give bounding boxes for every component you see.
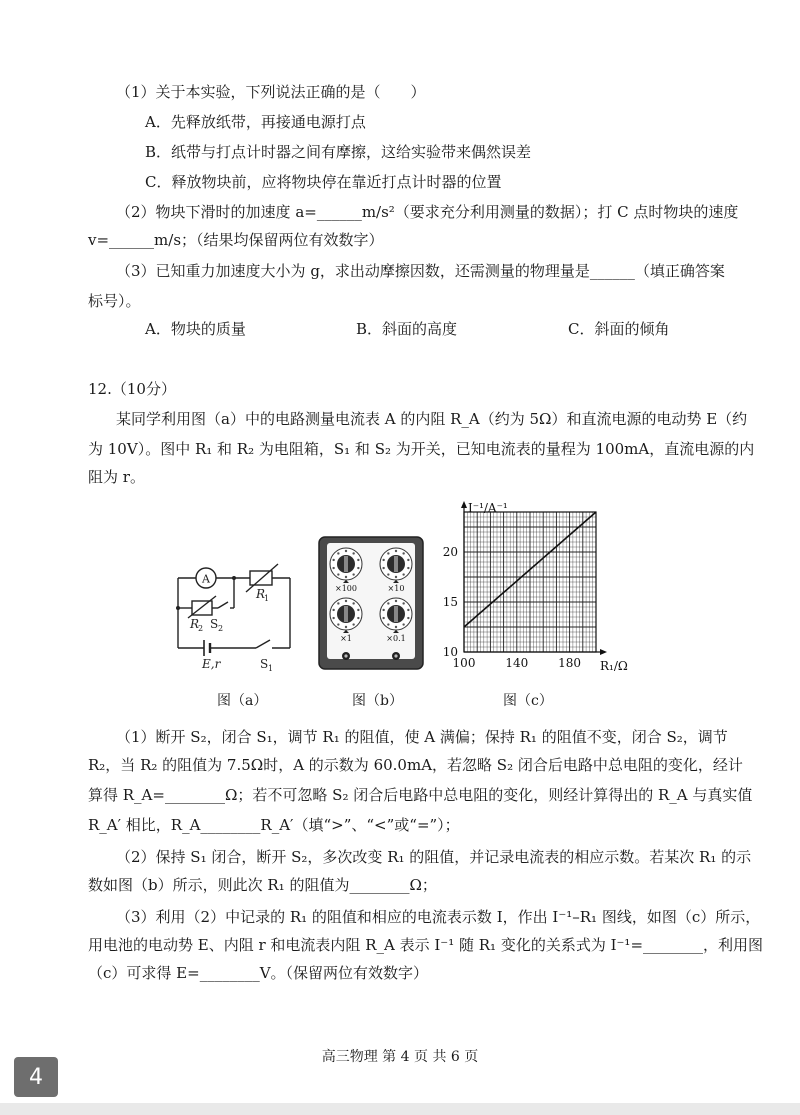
- q11-part1-option-c: C．释放物块前，应将物块停在靠近打点计时器的位置: [145, 173, 502, 191]
- bottom-strip: [0, 1103, 800, 1115]
- q12-part1-line2: R₂，当 R₂ 的阻值为 7.5Ω时，A 的示数为 60.0mA，若忽略 S₂ 闭合后电路中总电阻的变化，经计: [88, 756, 743, 774]
- page-footer: 高三物理 第 4 页 共 6 页: [321, 1049, 479, 1065]
- q11-part2-line1: （2）物块下滑时的加速度 a=______m/s²（要求充分利用测量的数据）；打 C 点时物块的速度: [116, 203, 739, 221]
- dial-multiplier-label: ×100: [335, 584, 357, 593]
- ammeter-label: A: [202, 572, 210, 586]
- chart-x-tick-label: 140: [505, 656, 529, 670]
- q11-part3-option-c: C．斜面的倾角: [568, 320, 670, 338]
- q11-part3-line1: （3）已知重力加速度大小为 g，求出动摩擦因数，还需测量的物理量是______（填正确答案: [116, 262, 725, 280]
- q12-part3-line1: （3）利用（2）中记录的 R₁ 的阻值和相应的电流表示数 I，作出 I⁻¹–R₁ 图线，如图（c）所示，: [116, 908, 761, 926]
- q12-intro-line3: 阻为 r。: [88, 468, 145, 486]
- q11-part2-line2: v=______m/s；（结果均保留两位有效数字）: [88, 231, 384, 249]
- q12-part2-line2: 数如图（b）所示，则此次 R₁ 的阻值为________Ω；: [88, 876, 437, 894]
- chart-y-axis-label: I⁻¹/A⁻¹: [468, 501, 508, 515]
- s1-label: S: [260, 657, 269, 671]
- q11-part3-option-a: A．物块的质量: [145, 320, 246, 338]
- q11-part3-line2: 标号）。: [88, 292, 141, 310]
- q11-part1-option-a: A．先释放纸带，再接通电源打点: [145, 113, 366, 131]
- q12-part1-line3: 算得 R_A=________Ω；若不可忽略 S₂ 闭合后电路中总电阻的变化，则经计算得出的 R_A 与真实值: [88, 786, 753, 804]
- q12-part3-line3: （c）可求得 E=________V。（保留两位有效数字）: [88, 964, 429, 982]
- s2-label: S: [210, 617, 219, 631]
- q11-part1-question: （1）关于本实验，下列说法正确的是（ ）: [116, 83, 426, 101]
- q12-header: 12.（10分）: [88, 380, 176, 398]
- q12-intro-line2: 为 10V）。图中 R₁ 和 R₂ 为电阻箱，S₁ 和 S₂ 为开关，已知电流表的量程为 100mA，直流电源的内: [88, 440, 755, 458]
- q12-part1-line1: （1）断开 S₂，闭合 S₁，调节 R₁ 的阻值，使 A 满偏；保持 R₁ 的阻值不变，闭合 S₂，调节: [116, 728, 728, 746]
- dial-multiplier-label: ×0.1: [386, 634, 406, 643]
- chart-x-tick-label: 100: [452, 656, 476, 670]
- s2-subscript: 2: [218, 624, 224, 633]
- circuit-diagram: [160, 560, 310, 675]
- r1-subscript: 1: [264, 594, 270, 603]
- figure-a-caption: 图（a）: [217, 693, 268, 709]
- figure-b-caption: 图（b）: [352, 693, 403, 709]
- chart-x-axis-label: R₁/Ω: [600, 659, 628, 673]
- chart-y-tick-label: 20: [442, 545, 458, 559]
- inverse-current-vs-r1-chart: [430, 498, 640, 678]
- resistance-box: [318, 536, 424, 670]
- figure-c-caption: 图（c）: [503, 693, 553, 709]
- r1-label: R: [256, 587, 266, 601]
- s1-subscript: 1: [268, 664, 274, 673]
- q12-part3-line2: 用电池的电动势 E、内阻 r 和电流表内阻 R_A 表示 I⁻¹ 随 R₁ 变化的关系式为 I⁻¹=________，利用图: [88, 936, 764, 954]
- q12-part1-line4: R_A′ 相比，R_A________R_A′（填“>”、“<”或“=”）；: [88, 816, 460, 834]
- page-number-badge[interactable]: 4: [14, 1057, 58, 1097]
- chart-x-tick-label: 180: [558, 656, 582, 670]
- source-label: E,r: [202, 657, 221, 671]
- dial-multiplier-label: ×10: [387, 584, 405, 593]
- chart-y-tick-label: 15: [442, 595, 458, 609]
- q11-part3-option-b: B．斜面的高度: [356, 320, 458, 338]
- chart-y-tick-label: 10: [442, 645, 458, 659]
- q12-intro-line1: 某同学利用图（a）中的电路测量电流表 A 的内阻 R_A（约为 5Ω）和直流电源的电动势 E（约: [116, 410, 748, 428]
- q11-part1-option-b: B．纸带与打点计时器之间有摩擦，这给实验带来偶然误差: [145, 143, 532, 161]
- q12-part2-line1: （2）保持 S₁ 闭合，断开 S₂，多次改变 R₁ 的阻值，并记录电流表的相应示数。若某次 R₁ 的示: [116, 848, 752, 866]
- r2-subscript: 2: [198, 624, 204, 633]
- dial-multiplier-label: ×1: [340, 634, 352, 643]
- r2-label: R: [190, 617, 200, 631]
